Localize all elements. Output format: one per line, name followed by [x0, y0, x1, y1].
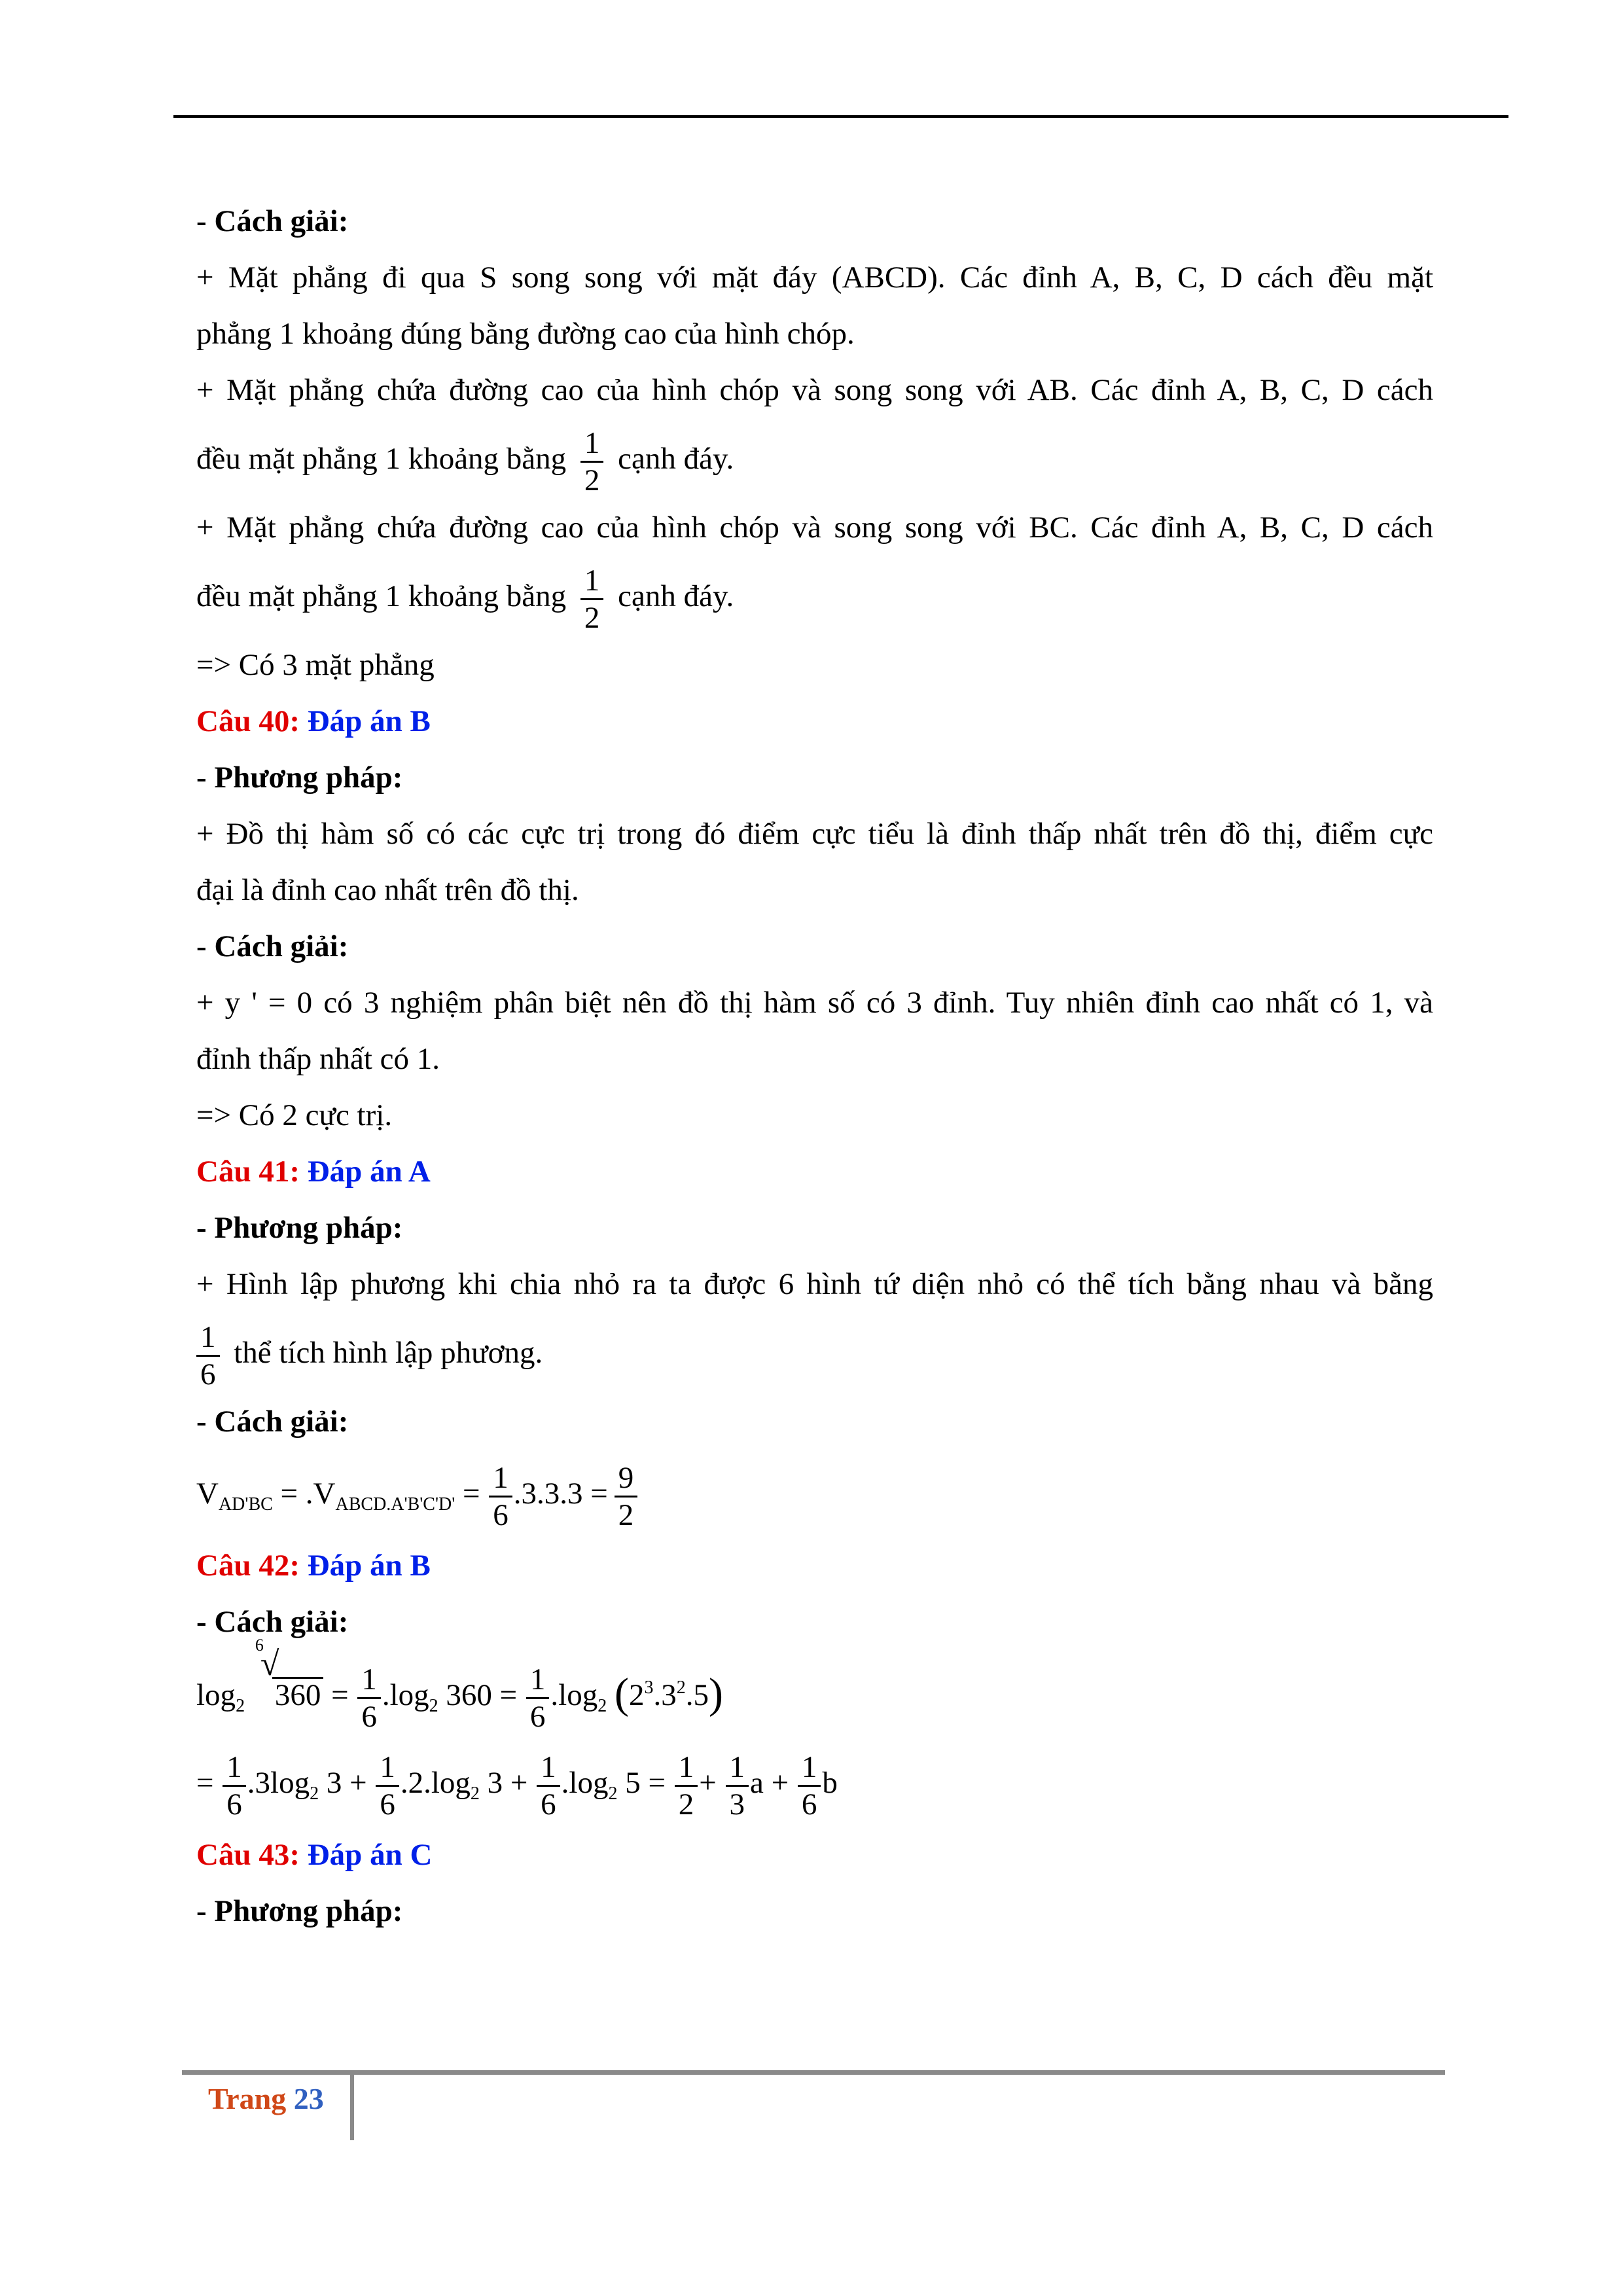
radical-sign-icon: √	[260, 1645, 279, 1683]
math-subscript: 2	[310, 1784, 319, 1804]
radicand: 360	[272, 1677, 324, 1713]
numerator: 1	[584, 425, 600, 460]
math-symbol: b	[822, 1766, 838, 1800]
footer-rule	[182, 2070, 1445, 2075]
math-symbol: = .V	[272, 1477, 336, 1511]
math-symbol: =	[196, 1766, 214, 1800]
denominator: 6	[196, 1355, 220, 1392]
math-subscript: AD'BC	[218, 1494, 273, 1515]
section-title: - Phương pháp:	[196, 1211, 403, 1245]
math-symbol: =	[331, 1678, 349, 1712]
fraction	[675, 1749, 698, 1822]
denominator: 2	[615, 1496, 638, 1533]
math-superscript: 3	[644, 1677, 654, 1698]
math-symbol: 2	[628, 1678, 645, 1712]
fraction	[798, 1749, 821, 1822]
denominator: 6	[223, 1785, 246, 1822]
math-symbol: .2.log	[400, 1766, 471, 1800]
fraction	[615, 1460, 638, 1533]
math-subscript: 2	[597, 1696, 607, 1716]
fraction	[489, 1460, 512, 1533]
numerator: 1	[729, 1749, 745, 1784]
footer-divider	[350, 2075, 354, 2140]
math-symbol: .log	[561, 1766, 609, 1800]
question-label: Câu 41:	[196, 1155, 300, 1189]
math-symbol: =	[455, 1477, 488, 1511]
denominator: 2	[580, 598, 604, 636]
paragraph-line: + Hình lập phương khi chia nhỏ ra ta được 6 hình tứ diện nhỏ có thể tích bằng nhau và bằng	[196, 1267, 1433, 1301]
text: cạnh đáy.	[618, 579, 734, 613]
section-title: - Cách giải:	[196, 929, 349, 963]
page-content	[196, 193, 1433, 1939]
fraction	[726, 1749, 749, 1822]
equation-log-line2	[196, 1739, 1433, 1827]
header-rule	[173, 115, 1508, 118]
question-header-41	[196, 1143, 1433, 1200]
section-title: - Phương pháp:	[196, 761, 403, 795]
denominator: 6	[357, 1697, 381, 1734]
numerator: 1	[226, 1749, 242, 1784]
paragraph-line: + y ' = 0 có 3 nghiệm phân biệt nên đồ thị hàm số có 3 đỉnh. Tuy nhiên đỉnh cao nhất có 1, và	[196, 986, 1433, 1020]
fraction	[580, 563, 604, 636]
section-title: - Cách giải:	[196, 1405, 349, 1439]
math-symbol: .3log	[247, 1766, 310, 1800]
answer-label: Đáp án C	[307, 1838, 433, 1872]
numerator: 1	[361, 1662, 377, 1696]
fraction	[580, 425, 604, 498]
paragraph-line: + Mặt phẳng chứa đường cao của hình chóp và song song với BC. Các đỉnh A, B, C, D cách	[196, 511, 1433, 545]
paragraph-line: phẳng 1 khoảng đúng bằng đường cao của hình chóp.	[196, 317, 855, 351]
math-symbol: log	[196, 1678, 236, 1712]
numerator: 9	[618, 1460, 634, 1495]
section-title: - Cách giải:	[196, 1605, 349, 1639]
paragraph-line: đại là đỉnh cao nhất trên đồ thị.	[196, 873, 579, 907]
page-number: 23	[293, 2082, 324, 2115]
math-subscript: 2	[236, 1696, 245, 1716]
question-header-43	[196, 1827, 1433, 1883]
denominator: 3	[726, 1785, 749, 1822]
math-subscript: 2	[608, 1784, 618, 1804]
math-symbol: 360 =	[438, 1678, 518, 1712]
text: cạnh đáy.	[618, 442, 734, 476]
numerator: 1	[678, 1749, 694, 1784]
fraction	[376, 1749, 399, 1822]
math-symbol: +	[699, 1766, 717, 1800]
text: thể tích hình lập phương.	[234, 1336, 543, 1370]
paragraph-line-with-fraction	[196, 418, 1433, 499]
paren-open: (	[614, 1670, 629, 1717]
paragraph-line-with-fraction	[196, 556, 1433, 637]
page-word: Trang	[208, 2082, 287, 2115]
answer-label: Đáp án B	[307, 1549, 431, 1583]
denominator: 6	[489, 1496, 512, 1533]
question-label: Câu 43:	[196, 1838, 300, 1872]
math-symbol: V	[196, 1477, 219, 1511]
math-symbol: .log	[382, 1678, 429, 1712]
conclusion: => Có 3 mặt phẳng	[196, 648, 435, 682]
paragraph-line: + Đồ thị hàm số có các cực trị trong đó điểm cực tiểu là đỉnh thấp nhất trên đồ thị, điểm cực	[196, 817, 1433, 851]
question-label: Câu 40:	[196, 704, 300, 738]
answer-label: Đáp án A	[307, 1155, 431, 1189]
denominator: 6	[526, 1697, 550, 1734]
fraction	[357, 1662, 381, 1734]
denominator: 6	[798, 1785, 821, 1822]
fraction	[196, 1319, 220, 1392]
math-symbol: 3 +	[479, 1766, 528, 1800]
numerator: 1	[801, 1749, 817, 1784]
numerator: 1	[493, 1460, 508, 1495]
answer-label: Đáp án B	[307, 704, 431, 738]
text: đều mặt phẳng 1 khoảng bằng	[196, 442, 567, 476]
fraction	[526, 1662, 550, 1734]
numerator: 1	[541, 1749, 556, 1784]
conclusion: => Có 2 cực trị.	[196, 1098, 393, 1132]
section-title: - Phương pháp:	[196, 1894, 403, 1928]
denominator: 2	[675, 1785, 698, 1822]
question-header-42	[196, 1537, 1433, 1594]
fraction	[223, 1749, 246, 1822]
page-footer	[208, 2081, 324, 2116]
numerator: 1	[200, 1319, 216, 1354]
math-symbol: .5	[685, 1678, 709, 1712]
root-index: 6	[255, 1636, 264, 1655]
denominator: 6	[376, 1785, 399, 1822]
paragraph-line: + Mặt phẳng đi qua S song song với mặt đáy (ABCD). Các đỉnh A, B, C, D cách đều mặt	[196, 260, 1433, 295]
math-symbol: .3.3.3 =	[513, 1477, 608, 1511]
fraction	[537, 1749, 560, 1822]
paragraph-line: đỉnh thấp nhất có 1.	[196, 1042, 440, 1076]
denominator: 2	[580, 461, 604, 498]
math-superscript: 2	[676, 1677, 686, 1698]
math-subscript: 2	[429, 1696, 438, 1716]
math-symbol: a +	[750, 1766, 789, 1800]
math-symbol: 5 =	[617, 1766, 666, 1800]
text: đều mặt phẳng 1 khoảng bằng	[196, 579, 567, 613]
nth-root	[255, 1636, 324, 1739]
math-subscript: ABCD.A'B'C'D'	[335, 1494, 455, 1515]
question-header-40	[196, 693, 1433, 749]
denominator: 6	[537, 1785, 560, 1822]
numerator: 1	[380, 1749, 395, 1784]
math-subscript: 2	[470, 1784, 480, 1804]
question-label: Câu 42:	[196, 1549, 300, 1583]
paragraph-line: + Mặt phẳng chứa đường cao của hình chóp và song song với AB. Các đỉnh A, B, C, D cách	[196, 373, 1433, 407]
section-title: - Cách giải:	[196, 204, 349, 238]
equation-log-line1	[196, 1636, 1433, 1739]
paren-close: )	[708, 1670, 723, 1717]
math-symbol: 3 +	[319, 1766, 367, 1800]
paragraph-line-with-fraction	[196, 1312, 1433, 1393]
math-symbol: .log	[550, 1678, 598, 1712]
math-symbol: .3	[653, 1678, 677, 1712]
numerator: 1	[584, 563, 600, 598]
numerator: 1	[529, 1662, 546, 1696]
equation-volume	[196, 1450, 1433, 1537]
